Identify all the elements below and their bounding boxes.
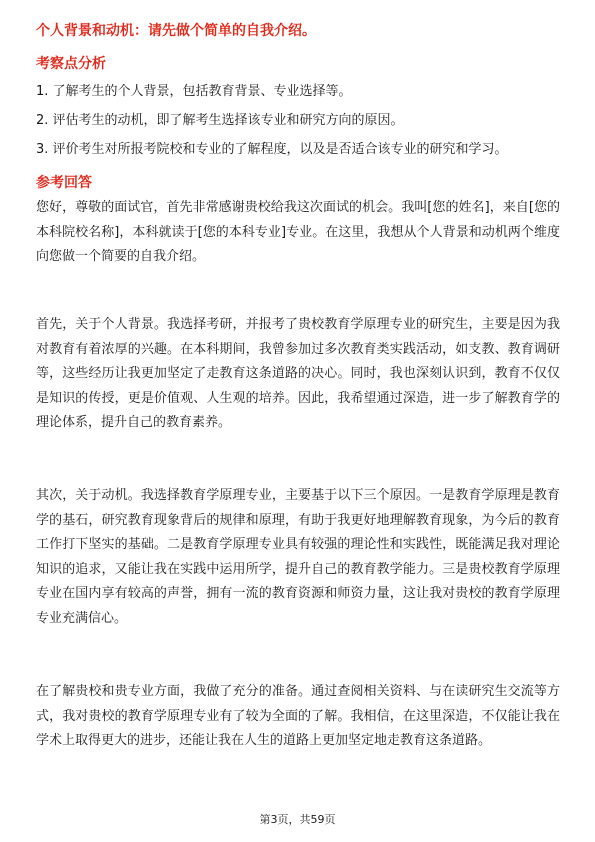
analysis-point: 3. 评价考生对所报考院校和专业的了解程度，以及是否适合该专业的研究和学习。	[36, 142, 508, 157]
answer-paragraph: 首先，关于个人背景。我选择考研，并报考了贵校教育学原理专业的研究生，主要是因为我对教育有着浓厚的兴趣。在本科期间，我曾参加过多次教育类实践活动，如支教、教育调研等，这些经历让我更加坚定了走教育这条道路的决心。同时，我也深刻认识到，教育不仅仅是知识的传授，更是价值观、人生观的培养。因此，我希望通过深造，进一步了解教育学的理论体系，提升自己的教育素养。	[36, 317, 560, 430]
answer-paragraph: 在了解贵校和贵专业方面，我做了充分的准备。通过查阅相关资料、与在读研究生交流等方式，我对贵校的教育学原理专业有了较为全面的了解。我相信，在这里深造，不仅能让我在学术上取得更大的进步，还能让我在人生的道路上更加坚定地走教育这条道路。	[36, 684, 560, 748]
analysis-heading: 考察点分析	[36, 56, 106, 72]
question-title: 个人背景和动机：请先做个简单的自我介绍。	[36, 23, 316, 39]
answer-heading: 参考回答	[36, 175, 92, 191]
answer-paragraph: 您好，尊敬的面试官，首先非常感谢贵校给我这次面试的机会。我叫[您的姓名]，来自[您的本科院校名称]，本科就读于[您的本科专业]专业。在这里，我想从个人背景和动机两个维度向您做一个简要的自我介绍。	[36, 200, 560, 264]
answer-paragraph: 其次，关于动机。我选择教育学原理专业，主要基于以下三个原因。一是教育学原理是教育学的基石，研究教育现象背后的规律和原理，有助于我更好地理解教育现象，为今后的教育工作打下坚实的基础。二是教育学原理专业具有较强的理论性和实践性，既能满足我对理论知识的追求，又能让我在实践中运用所学，提升自己的教育教学能力。三是贵校教育学原理专业在国内享有较高的声誉，拥有一流的教育资源和师资力量，这让我对贵校的教育学原理专业充满信心。	[36, 488, 560, 626]
page-number: 第3页，共59页	[259, 813, 336, 826]
analysis-point: 2. 评估考生的动机，即了解考生选择该专业和研究方向的原因。	[36, 113, 404, 128]
analysis-point: 1. 了解考生的个人背景，包括教育背景、专业选择等。	[36, 84, 352, 99]
